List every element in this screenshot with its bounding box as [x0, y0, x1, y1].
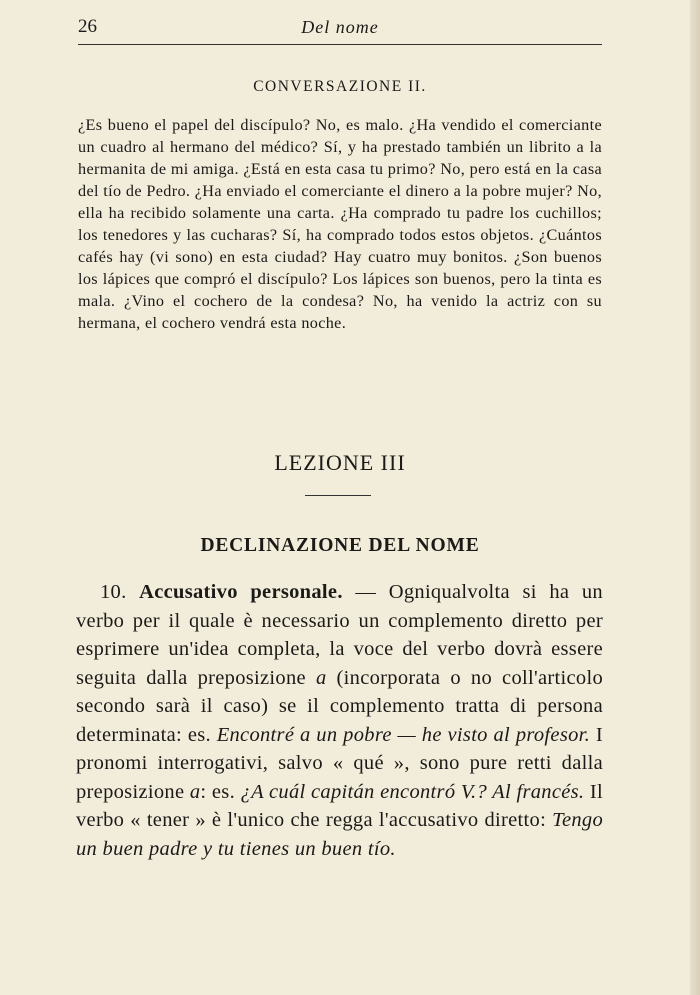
running-title: Del nome — [301, 17, 379, 37]
rule-text-part5: Il verbo « tener » è l'unico che regga l'accusativo diretto: — [76, 780, 603, 831]
rule-text-part3: I pronomi interrogativi, salvo « qué », sono pure retti dalla preposizione — [76, 723, 603, 803]
rule-heading: Accusativo personale. — [139, 581, 343, 603]
rule-dash: — — [342, 581, 389, 603]
lesson-divider — [305, 495, 371, 496]
rule-example-2: ¿A cuál capitán encontró V.? Al francés. — [240, 780, 585, 803]
running-head — [78, 16, 602, 42]
section-title: DECLINAZIONE DEL NOME — [200, 535, 480, 556]
lesson-title: LEZIONE III — [274, 450, 406, 475]
rule-paragraph — [76, 578, 603, 863]
rule-number: 10. — [100, 581, 127, 603]
rule-prep-a: a — [315, 666, 327, 689]
page-number: 26 — [78, 16, 97, 37]
conversation-title: CONVERSAZIONE II. — [253, 78, 427, 95]
rule-example-1: Encontré a un pobre — he visto al profesor. — [216, 723, 591, 746]
rule-text-part2: (incorporata o no coll'articolo secondo sarà il caso) se il complemento tratta di persona determinata: es. — [76, 666, 604, 746]
conversation-paragraph: ¿Es bueno el papel del discípulo? No, es malo. ¿Ha vendido el comerciante un cuadro al hermano del médico? Sí, y ha prestado también un librito a la hermanita de mi amiga. ¿Está en esta casa tu primo? No, pero está en la casa del tío de Pedro. ¿Ha enviado el comerciante el dinero a la pobre mujer? No, ella ha recibido solamente una carta. ¿Ha comprado tu padre los cuchillos; los tenedores y las cucharas? Sí, ha comprado todos estos objetos. ¿Cuántos cafés hay (vi sono) en esta ciudad? Hay cuatro muy bonitos. ¿Son buenos los lápices que compró el discípulo? Los lápices son buenos, pero la tinta es mala. ¿Vino el cochero de la condesa? No, ha venido la actriz con su hermana, el cochero vendrá esta noche. — [78, 116, 602, 332]
rule-text-part1: Ogniqualvolta si ha un verbo per il quale è necessario un complemento diretto per esprimere un'idea completa, la voce del verbo dovrà essere seguita dalla preposizione — [76, 581, 603, 689]
rule-body — [76, 578, 603, 863]
page-edge — [690, 0, 700, 995]
rule-text-part4: : es. — [200, 780, 241, 803]
header-rule — [78, 44, 602, 45]
rule-prep-a-2: a — [189, 780, 201, 803]
rule-example-3: Tengo un buen padre y tu tienes un buen tío. — [76, 809, 603, 860]
conversation-text — [78, 114, 602, 334]
